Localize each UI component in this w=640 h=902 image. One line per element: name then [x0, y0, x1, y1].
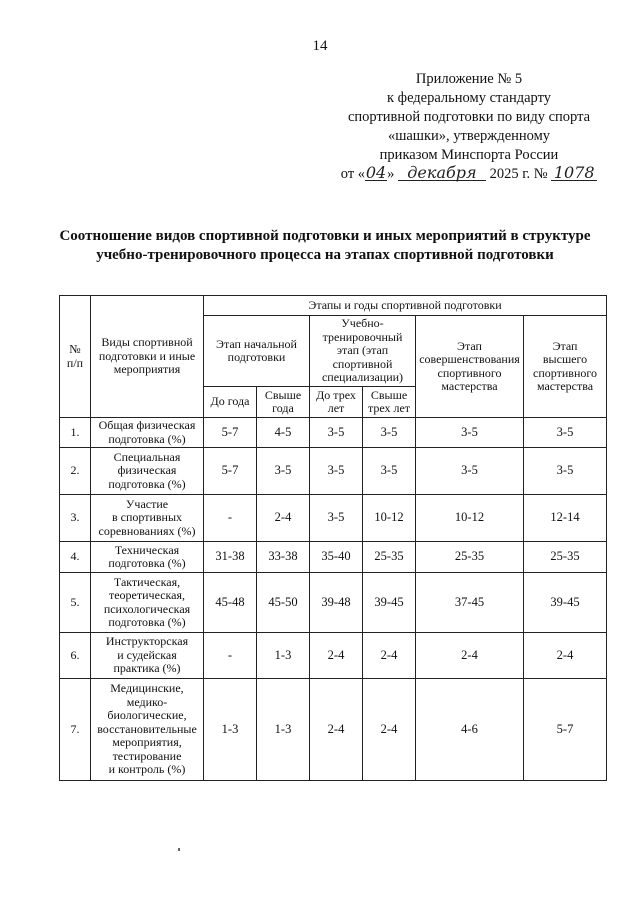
cell-value: 3-5 — [363, 448, 416, 495]
page-number: 14 — [312, 38, 328, 54]
row-name: Специальная физическая подготовка (%) — [91, 448, 204, 495]
cell-value: 2-4 — [363, 679, 416, 781]
cell-value: 4-5 — [257, 418, 310, 448]
cell-value: 25-35 — [524, 542, 607, 573]
appendix-line: к федеральному стандарту — [387, 90, 551, 106]
date-prefix: от « — [340, 166, 366, 182]
cell-value: 3-5 — [416, 418, 524, 448]
training-structure-table-wrap — [59, 295, 607, 781]
row-num: 4. — [60, 542, 91, 573]
cell-value: 5-7 — [204, 418, 257, 448]
header-sub-initial-2: Свыше года — [257, 387, 310, 418]
cell-value: 1-3 — [257, 679, 310, 781]
cell-value: 3-5 — [310, 448, 363, 495]
appendix-line: Приложение № 5 — [415, 71, 523, 87]
cell-value: - — [204, 633, 257, 679]
header-num: № п/п — [60, 296, 91, 418]
cell-value: 39-45 — [363, 573, 416, 633]
order-date-line — [330, 165, 608, 184]
cell-value: 5-7 — [204, 448, 257, 495]
cell-value: 31-38 — [204, 542, 257, 573]
table-row — [60, 573, 607, 633]
cell-value: 3-5 — [310, 418, 363, 448]
header-stage-training: Учебно- тренировочный этап (этап спортивной специализации) — [310, 316, 416, 387]
date-mid: » — [387, 166, 395, 182]
cell-value: 3-5 — [524, 448, 607, 495]
cell-value: 1-3 — [257, 633, 310, 679]
cell-value: 3-5 — [524, 418, 607, 448]
table-row — [60, 633, 607, 679]
header-types: Виды спортивной подготовки и иные мероприятия — [91, 296, 204, 418]
row-name: Тактическая, теоретическая, психологическая подготовка (%) — [91, 573, 204, 633]
cell-value: 1-3 — [204, 679, 257, 781]
cell-value: 33-38 — [257, 542, 310, 573]
cell-value: 12-14 — [524, 495, 607, 542]
appendix-line: спортивной подготовки по виду спорта — [347, 109, 591, 125]
row-num: 6. — [60, 633, 91, 679]
cell-value: 2-4 — [524, 633, 607, 679]
cell-value: 2-4 — [310, 633, 363, 679]
scan-speck — [178, 848, 180, 851]
cell-value: 35-40 — [310, 542, 363, 573]
cell-value: 37-45 — [416, 573, 524, 633]
header-stage-improvement: Этап совершенствования спортивного мастерства — [416, 316, 524, 418]
order-number-handwritten: 1078 — [551, 165, 597, 181]
date-month-handwritten: декабря — [398, 165, 486, 181]
header-sub-training-2: Свыше трех лет — [363, 387, 416, 418]
row-num: 5. — [60, 573, 91, 633]
cell-value: 2-4 — [310, 679, 363, 781]
table-row — [60, 542, 607, 573]
appendix-line: «шашки», утвержденному — [387, 128, 551, 144]
date-day-handwritten: 04 — [365, 163, 387, 182]
cell-value: 10-12 — [416, 495, 524, 542]
table-row — [60, 448, 607, 495]
row-num: 7. — [60, 679, 91, 781]
appendix-block — [330, 70, 608, 184]
cell-value: 2-4 — [363, 633, 416, 679]
header-stages-group: Этапы и годы спортивной подготовки — [204, 296, 607, 316]
header-sub-training-1: До трех лет — [310, 387, 363, 418]
training-structure-table — [59, 295, 607, 781]
page-title — [40, 227, 610, 265]
row-name: Техническая подготовка (%) — [91, 542, 204, 573]
header-stage-initial: Этап начальной подготовки — [204, 316, 310, 387]
cell-value: - — [204, 495, 257, 542]
cell-value: 2-4 — [257, 495, 310, 542]
row-num: 3. — [60, 495, 91, 542]
header-stage-higher: Этап высшего спортивного мастерства — [524, 316, 607, 418]
appendix-line: приказом Минспорта России — [379, 147, 559, 163]
table-row — [60, 679, 607, 781]
row-name: Медицинские, медико- биологические, восстановительные мероприятия, тестирование и контроль (%) — [91, 679, 204, 781]
header-sub-initial-1: До года — [204, 387, 257, 418]
cell-value: 39-48 — [310, 573, 363, 633]
cell-value: 3-5 — [310, 495, 363, 542]
cell-value: 25-35 — [363, 542, 416, 573]
cell-value: 3-5 — [416, 448, 524, 495]
cell-value: 10-12 — [363, 495, 416, 542]
title-line-1: Соотношение видов спортивной подготовки и иных мероприятий в структуре — [59, 228, 591, 244]
date-year: 2025 г. № — [489, 166, 548, 182]
title-line-2: учебно-тренировочного процесса на этапах спортивной подготовки — [96, 247, 554, 263]
cell-value: 3-5 — [257, 448, 310, 495]
cell-value: 4-6 — [416, 679, 524, 781]
row-name: Общая физическая подготовка (%) — [91, 418, 204, 448]
cell-value: 2-4 — [416, 633, 524, 679]
row-num: 2. — [60, 448, 91, 495]
cell-value: 45-50 — [257, 573, 310, 633]
table-row — [60, 495, 607, 542]
row-num: 1. — [60, 418, 91, 448]
row-name: Инструкторская и судейская практика (%) — [91, 633, 204, 679]
cell-value: 5-7 — [524, 679, 607, 781]
cell-value: 39-45 — [524, 573, 607, 633]
cell-value: 3-5 — [363, 418, 416, 448]
cell-value: 45-48 — [204, 573, 257, 633]
cell-value: 25-35 — [416, 542, 524, 573]
row-name: Участие в спортивных соревнованиях (%) — [91, 495, 204, 542]
table-row — [60, 418, 607, 448]
